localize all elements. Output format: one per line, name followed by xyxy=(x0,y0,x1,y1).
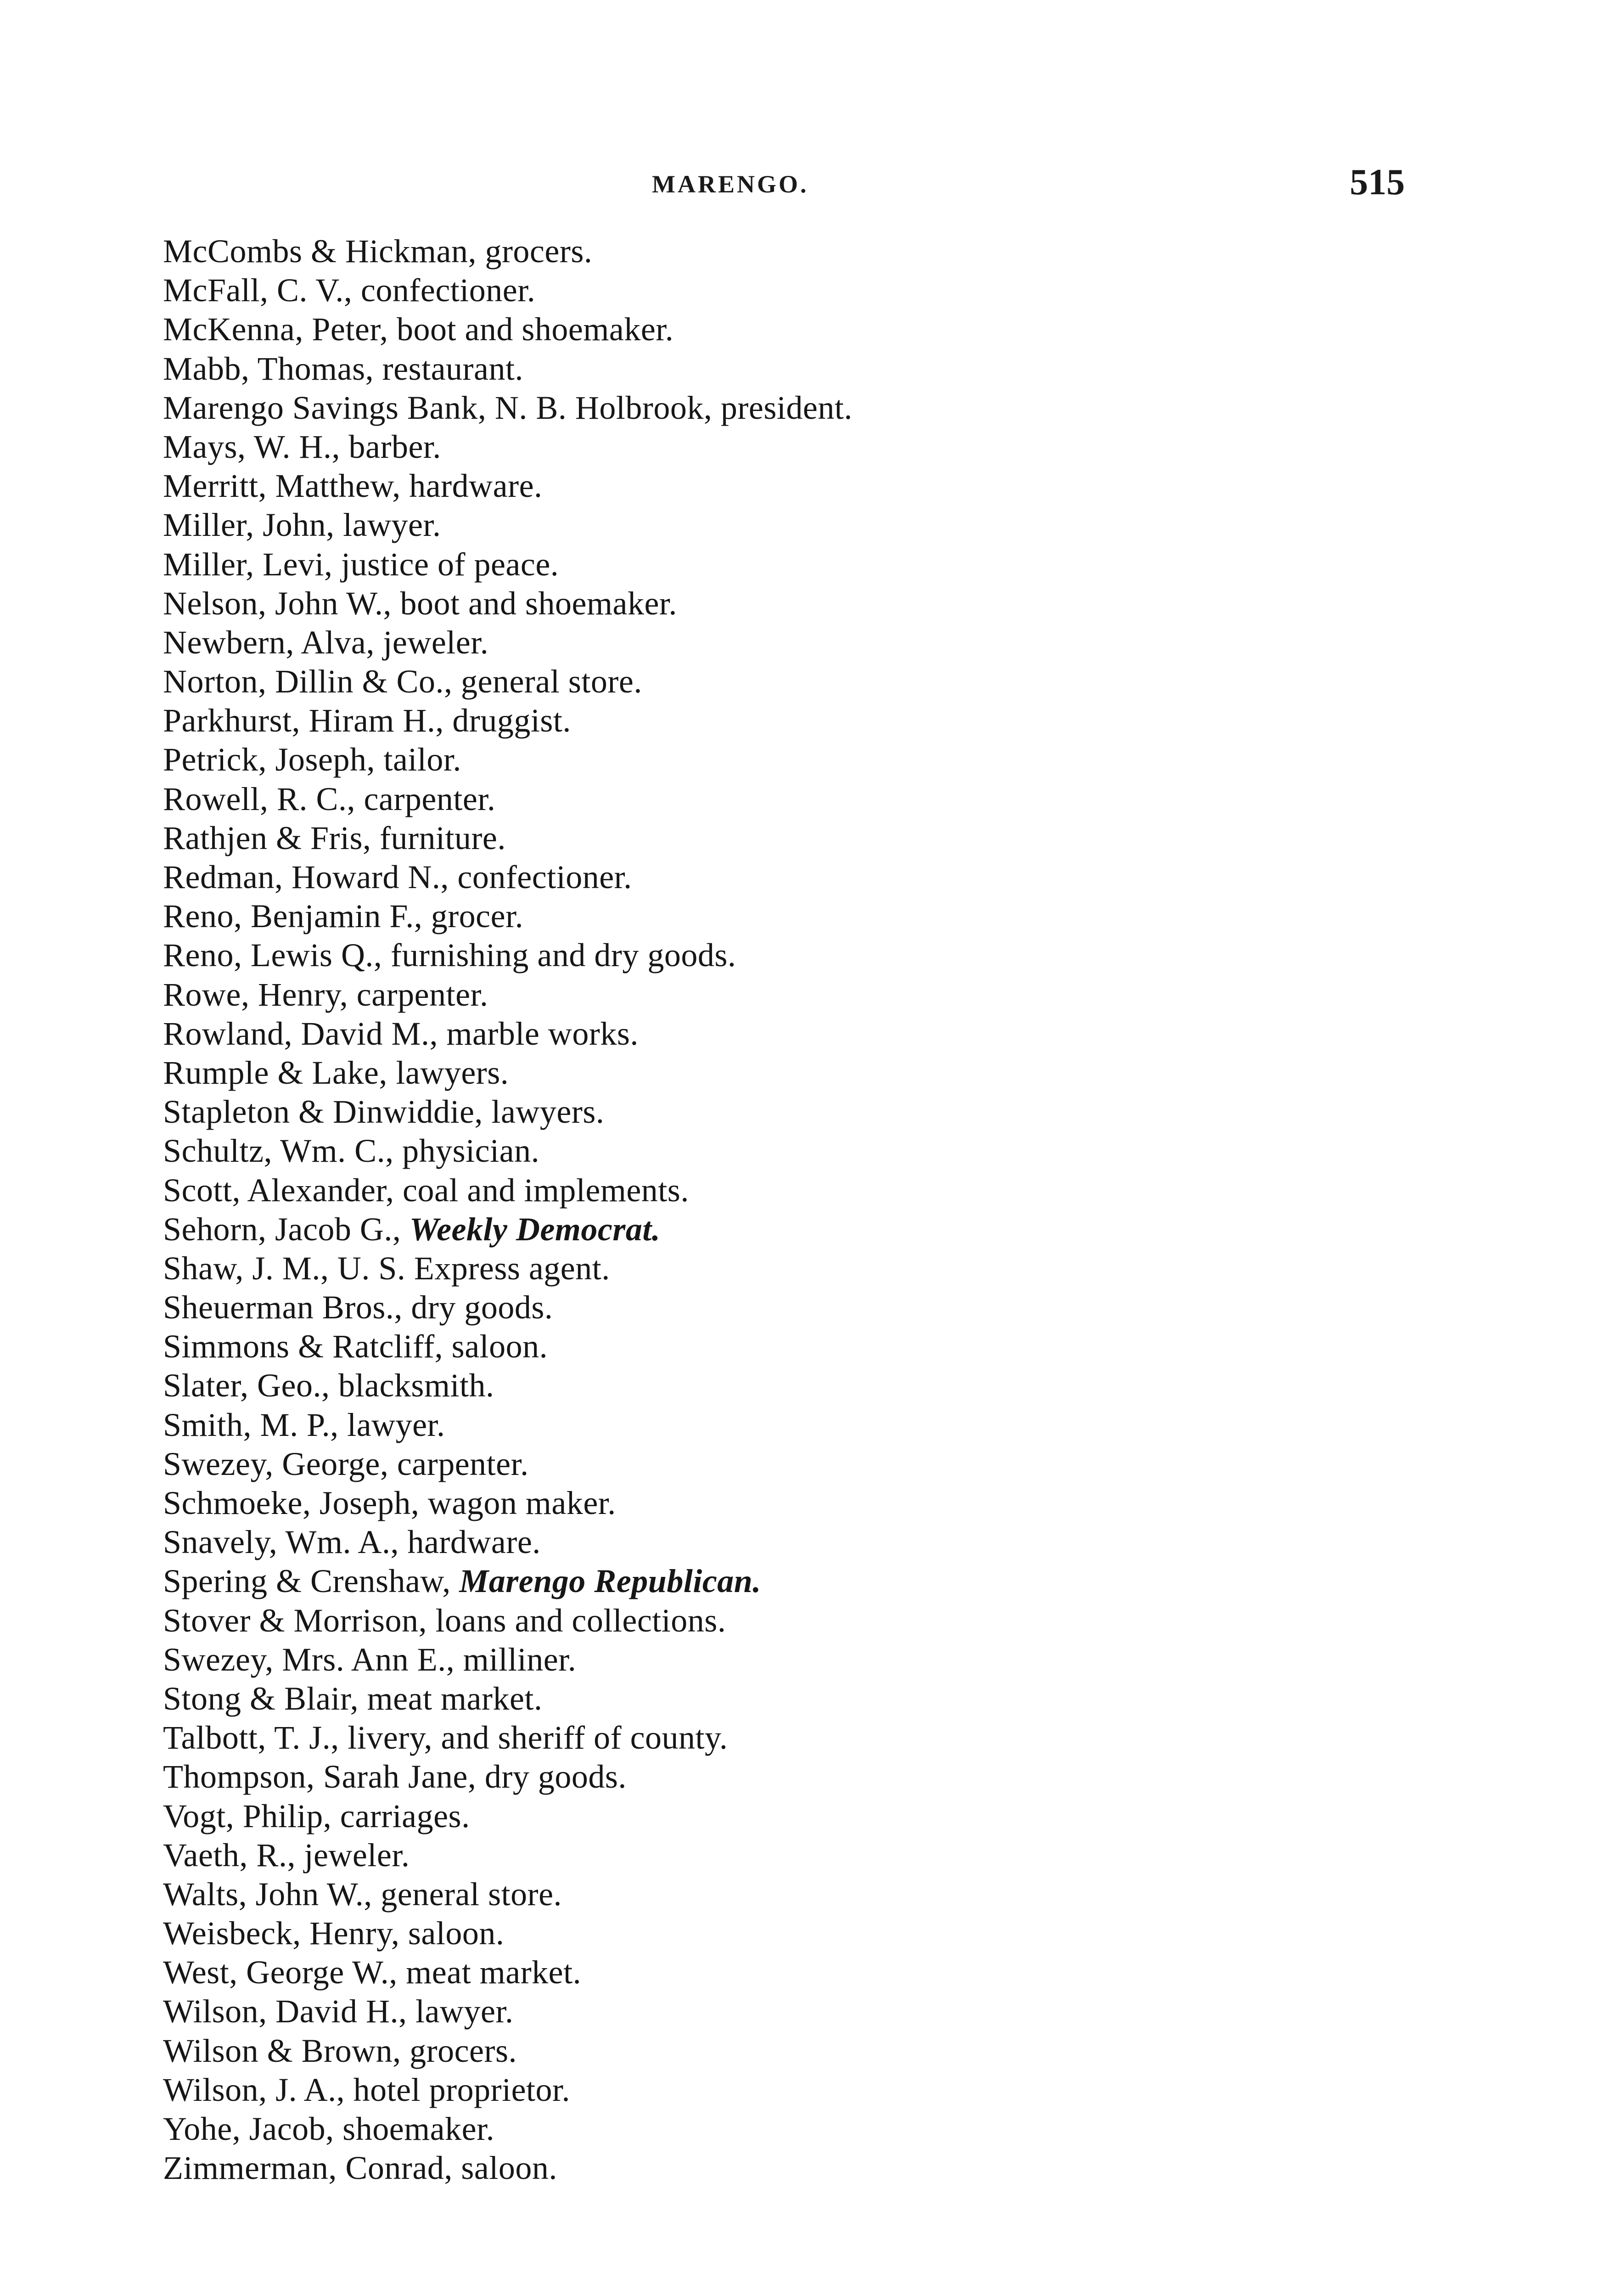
directory-entry: Weisbeck, Henry, saloon. xyxy=(163,1915,505,1952)
business-directory-list xyxy=(163,232,1425,2188)
directory-entry: Simmons & Ratcliff, saloon. xyxy=(163,1328,548,1365)
directory-entry: Wilson, J. A., hotel proprietor. xyxy=(163,2071,571,2108)
directory-entry: Shaw, J. M., U. S. Express agent. xyxy=(163,1249,610,1287)
directory-entry: McKenna, Peter, boot and shoemaker. xyxy=(163,311,674,348)
directory-entry-sehorn xyxy=(163,1210,1425,1249)
running-head: MARENGO. xyxy=(652,170,809,198)
directory-entry: Merritt, Matthew, hardware. xyxy=(163,467,543,505)
newspaper-title: Marengo Republican. xyxy=(459,1563,761,1600)
directory-entry: Mays, W. H., barber. xyxy=(163,428,441,465)
directory-entry: Walts, John W., general store. xyxy=(163,1875,562,1913)
directory-entry: Newbern, Alva, jeweler. xyxy=(163,624,489,661)
entry-text: Sehorn, Jacob G., xyxy=(163,1210,410,1248)
directory-entry: Stover & Morrison, loans and collections. xyxy=(163,1602,726,1639)
directory-entry: Rathjen & Fris, furniture. xyxy=(163,819,506,856)
page-header xyxy=(165,162,1405,220)
directory-entry: Zimmerman, Conrad, saloon. xyxy=(163,2150,557,2187)
directory-entry: Vaeth, R., jeweler. xyxy=(163,1836,410,1874)
directory-entry: Swezey, George, carpenter. xyxy=(163,1445,529,1482)
directory-entry: Petrick, Joseph, tailor. xyxy=(163,741,461,778)
directory-entry: Reno, Lewis Q., furnishing and dry goods. xyxy=(163,937,736,974)
directory-entry: Rowe, Henry, carpenter. xyxy=(163,976,488,1013)
directory-entry: West, George W., meat market. xyxy=(163,1954,582,1991)
directory-entry: Wilson & Brown, grocers. xyxy=(163,2032,517,2069)
directory-entry: Slater, Geo., blacksmith. xyxy=(163,1367,494,1404)
directory-entry: Marengo Savings Bank, N. B. Holbrook, president. xyxy=(163,389,853,426)
directory-entry: Smith, M. P., lawyer. xyxy=(163,1406,445,1443)
newspaper-title: Weekly Democrat. xyxy=(409,1210,661,1248)
directory-entry: Miller, Levi, justice of peace. xyxy=(163,546,559,583)
directory-entry: Miller, John, lawyer. xyxy=(163,506,441,544)
directory-entry-spering xyxy=(163,1562,1425,1601)
directory-entry: Mabb, Thomas, restaurant. xyxy=(163,350,523,387)
directory-entry: McCombs & Hickman, grocers. xyxy=(163,233,593,270)
directory-entry: Parkhurst, Hiram H., druggist. xyxy=(163,702,571,739)
directory-entry: Schultz, Wm. C., physician. xyxy=(163,1132,540,1170)
page-number: 515 xyxy=(1350,162,1405,203)
directory-entry: Vogt, Philip, carriages. xyxy=(163,1797,470,1835)
directory-entry: Rumple & Lake, lawyers. xyxy=(163,1054,509,1091)
directory-entry: Sheuerman Bros., dry goods. xyxy=(163,1289,553,1326)
directory-entry: Rowell, R. C., carpenter. xyxy=(163,780,496,817)
directory-entry: McFall, C. V., confectioner. xyxy=(163,272,536,309)
directory-entry: Schmoeke, Joseph, wagon maker. xyxy=(163,1485,616,1521)
directory-entry: Stong & Blair, meat market. xyxy=(163,1680,543,1717)
directory-entry: Redman, Howard N., confectioner. xyxy=(163,859,632,895)
entry-text: Spering & Crenshaw, xyxy=(163,1563,460,1600)
directory-entry: Snavely, Wm. A., hardware. xyxy=(163,1524,541,1561)
directory-entry: Swezey, Mrs. Ann E., milliner. xyxy=(163,1641,577,1678)
directory-entry: Wilson, David H., lawyer. xyxy=(163,1993,514,2030)
directory-entry: Scott, Alexander, coal and implements. xyxy=(163,1171,689,1209)
directory-entry: Reno, Benjamin F., grocer. xyxy=(163,898,524,935)
directory-entry: Nelson, John W., boot and shoemaker. xyxy=(163,585,677,622)
directory-entry: Thompson, Sarah Jane, dry goods. xyxy=(163,1758,627,1795)
directory-entry: Norton, Dillin & Co., general store. xyxy=(163,663,642,700)
directory-entry: Yohe, Jacob, shoemaker. xyxy=(163,2110,495,2147)
directory-entry: Talbott, T. J., livery, and sheriff of county. xyxy=(163,1719,728,1756)
directory-entry: Rowland, David M., marble works. xyxy=(163,1015,639,1052)
directory-entry: Stapleton & Dinwiddie, lawyers. xyxy=(163,1093,605,1131)
